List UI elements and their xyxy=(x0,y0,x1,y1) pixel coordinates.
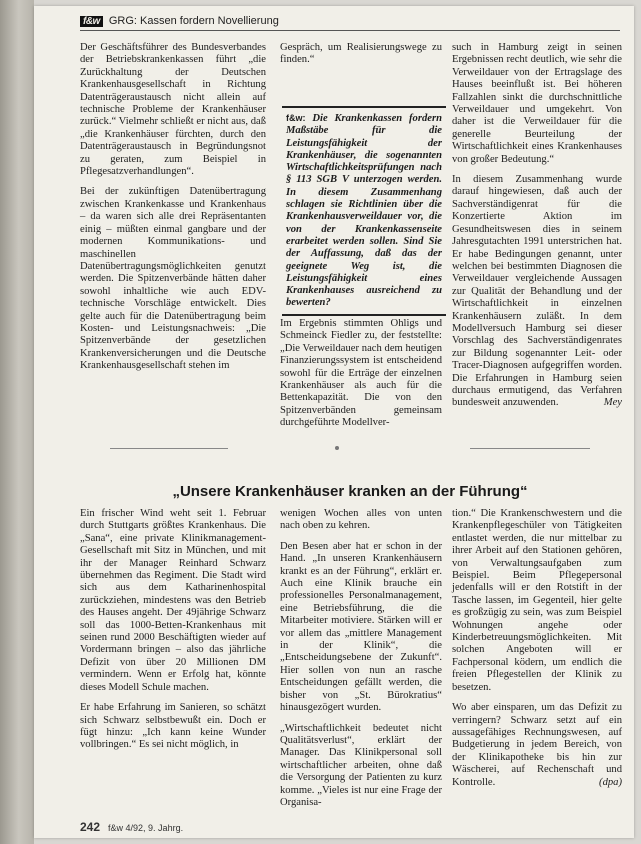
page-number: 242 xyxy=(80,820,101,834)
paragraph: Den Besen aber hat er schon in der Hand. „In unseren Krankenhäusern krankt es an der Führung“, erklärt er. Auch eine Klinik brauche ein professionelles Personalmanagement, eine Betriebsführung, die die Mitarbeiter motiviere. Stärken will er vor allem das „mittlere Management in der Klinik“, die „Entscheidungsebene der Zukunft“. Hier sollen von nun an rasche Entscheidungen gefällt werden, die bisher von „St. Bürokratius“ hinausgezögert wurden. xyxy=(280,540,442,714)
author-signoff: Mey xyxy=(603,397,622,409)
question-marker: f&w: xyxy=(286,113,306,123)
paragraph: Im Ergebnis stimmten Ohligs und Schmeinck Fiedler zu, der feststellte: „Die Verweildauer nach dem heutigen Finanzierungssystem ist entscheidend sowohl für die Erträge der einzelnen Krankenhäuser als auch für die Bettenkapazität. Die von den Spitzenverbänden gemeinsam durchgeführte Modellver- xyxy=(280,318,442,429)
upper-column-2-top xyxy=(280,42,442,75)
paragraph: „Wirtschaftlichkeit bedeutet nicht Qualitätsverlust“, erklärt der Manager. Das Klinikpersonal soll wirtschaftlicher arbeiten, ohne daß die Versorgung der Patienten zu kurz komme. „Vieles ist nur eine Frage der Organisa- xyxy=(280,722,442,808)
paragraph-text: In diesem Zusammenhang wurde darauf hingewiesen, daß auch der Sachverständigenrat für die Konzertierte Aktion im Gesundheitswesen dies in seinem Jahresgutachten 1991 unterstrichen hat. Er habe Bedingungen genannt, unter welchen bei bestimmten Diagnosen die Verweildauer vergleichende Aussagen zur Qualität der Behandlung und der Wirtschaftlichkeit in einzelnen Krankenhäusern zuläßt. In dem Modellversuch Hamburg sei dieser Vorschlag des Sachverständigenrates zur Bildung sogenannter Leit- oder Tracer-Diagnosen aufgegriffen worden. Die Erfahrungen in Hamburg seien durchaus ermutigend, das Verfahren bundesweit anzuwenden. xyxy=(452,174,622,409)
separator-ornament-icon xyxy=(330,444,344,452)
paragraph-text: Wo aber einsparen, um das Defizit zu verringern? Schwarz setzt auf ein aussagefähiges Rechnungswesen, auf Budgetierung in jedem Bereich, von der Klinikapotheke bis hin zur Wäscherei, auf Rechenschaft und Kontrolle. xyxy=(452,702,622,788)
lower-column-1 xyxy=(80,508,266,760)
paragraph: Der Geschäftsführer des Bundesverbandes der Betriebskrankenkassen führt „die Zurückhaltung der Deutschen Krankenhausgesellschaft in Richtung Datenträgeraustausch nicht allein auf technische Probleme der Krankenhäuser zurück.“ Vielmehr schließt er nicht aus, daß „die Krankenhäuser fürchten, durch den Datenträgeraustausch in Begründungsnot zu geraten, zum Beispiel in Pflegesatzverhandlungen“. xyxy=(80,42,266,178)
running-header-title: GRG: Kassen fordern Novellierung xyxy=(108,15,279,27)
paragraph: tion.“ Die Krankenschwestern und die Krankenpflegeschüler von Tätigkeiten entlastet werden, die nur mittelbar zu ihrer Arbeit auf den Stationen gehören, von Verwaltungsaufgaben zum Beispiel. Beim Pflegepersonal jedenfalls will er den Rotstift in der Tasche lassen, im Gegenteil, hier gelte es großzügig zu sein, was zum Beispiel Wohnungen angehe oder Kinderbetreuungsmöglichkeiten. Mit solchen Angeboten will er Fachpersonal ködern, um endlich die freien Pflegestellen der Klinik zu besetzen. xyxy=(452,508,622,693)
paragraph: wenigen Wochen alles von unten nach oben zu kehren. xyxy=(280,508,442,532)
article-separator-left xyxy=(110,448,228,449)
book-binding xyxy=(0,0,34,844)
source-signoff: (dpa) xyxy=(599,776,622,788)
paragraph: Er habe Erfahrung im Sanieren, so schätzt sich Schwarz selbstbewußt ein. Doch er fügt hinzu: „Ich kann keine Wunder vollbringen.“ Es sei nicht möglich, in xyxy=(80,702,266,751)
paragraph: such in Hamburg zeigt in seinen Ergebnissen recht deutlich, wie sehr die Verweildauer von der Ertragslage des Hauses beeinflußt ist. Bei höheren Fallzahlen sinkt die durchschnittliche Verweildauer und umgekehrt. Von daher ist die Verweildauer für die generelle Beurteilung der Wirtschaftlichkeit eines Krankenhauses von großer Bedeutung.“ xyxy=(452,42,622,165)
magazine-logo: f&w xyxy=(80,16,103,27)
interview-question-box xyxy=(282,106,446,316)
paragraph xyxy=(452,174,622,410)
running-header xyxy=(80,14,620,28)
header-rule xyxy=(80,30,620,31)
upper-column-2-bottom xyxy=(280,318,442,438)
upper-column-3 xyxy=(452,42,622,410)
article-separator-right xyxy=(470,448,590,449)
paragraph: Ein frischer Wind weht seit 1. Februar durch Stuttgarts größtes Krankenhaus. Die „Sana“, eine private Klinikmanagement-Gesellschaft mit Sitz in München, und mit ihr der Manager Reinhard Schwarz übernehmen das Regiment. Die Stadt wird sich aus dem Katharinenhospital zurückziehen, mindestens was den Betrieb des Hauses angeht. Der 49jährige Schwarz soll das 1000-Betten-Krankenhaus mit seinen rund 2000 Beschäftigten wieder auf Vordermann bringen – also das jährliche Defizit von über 20 Millionen DM vermindern. Wenn er Erfolg hat, könnte dieses Modell Schule machen. xyxy=(80,508,266,693)
paragraph xyxy=(452,702,622,789)
paragraph: Gespräch, um Realisierungswege zu finden.“ xyxy=(280,42,442,66)
upper-column-1 xyxy=(80,42,266,381)
lower-column-2 xyxy=(280,508,442,817)
issue-info: f&w 4/92, 9. Jahrg. xyxy=(108,823,184,833)
interview-question: Die Krankenkassen fordern Maßstäbe für die Leistungsfähigkeit der Krankenhäuser, die sogenannten Wirtschaftlichkeitsprüfungen nach § 113 SGB V unterzogen werden. In diesem Zusammenhang schlagen sie Richtlinien über die Krankenhausverweildauer vor, die von der Krankenkassenseite erarbeitet werden sollen. Sind Sie der Auffassung, daß das der geeignete Weg ist, die Leistungsfähigkeit eines Krankenhauses ausreichend zu bewerten? xyxy=(286,113,442,309)
article-headline: „Unsere Krankenhäuser kranken an der Führung“ xyxy=(172,483,528,500)
page-footer xyxy=(80,820,620,834)
paragraph: Bei der zukünftigen Datenübertragung zwischen Krankenkasse und Krankenhaus – da waren sich alle drei Repräsentanten einig – müßten einmal gangbare und der modernen Kommunikations- und maschinellen Datenübertragungsmöglichkeiten genutzt werden. Die Spitzenverbände hätten daher sowohl inhaltliche wie auch EDV-technische Vorschläge entwickelt. Dies gelte auch für die Datenübertragung beim Kosten- und Leistungsnachweis: „Die Spitzenverbände der gesetzlichen Krankenversicherungen und die Deutsche Krankenhausgesellschaft stehen im xyxy=(80,186,266,372)
lower-column-3 xyxy=(452,508,622,789)
